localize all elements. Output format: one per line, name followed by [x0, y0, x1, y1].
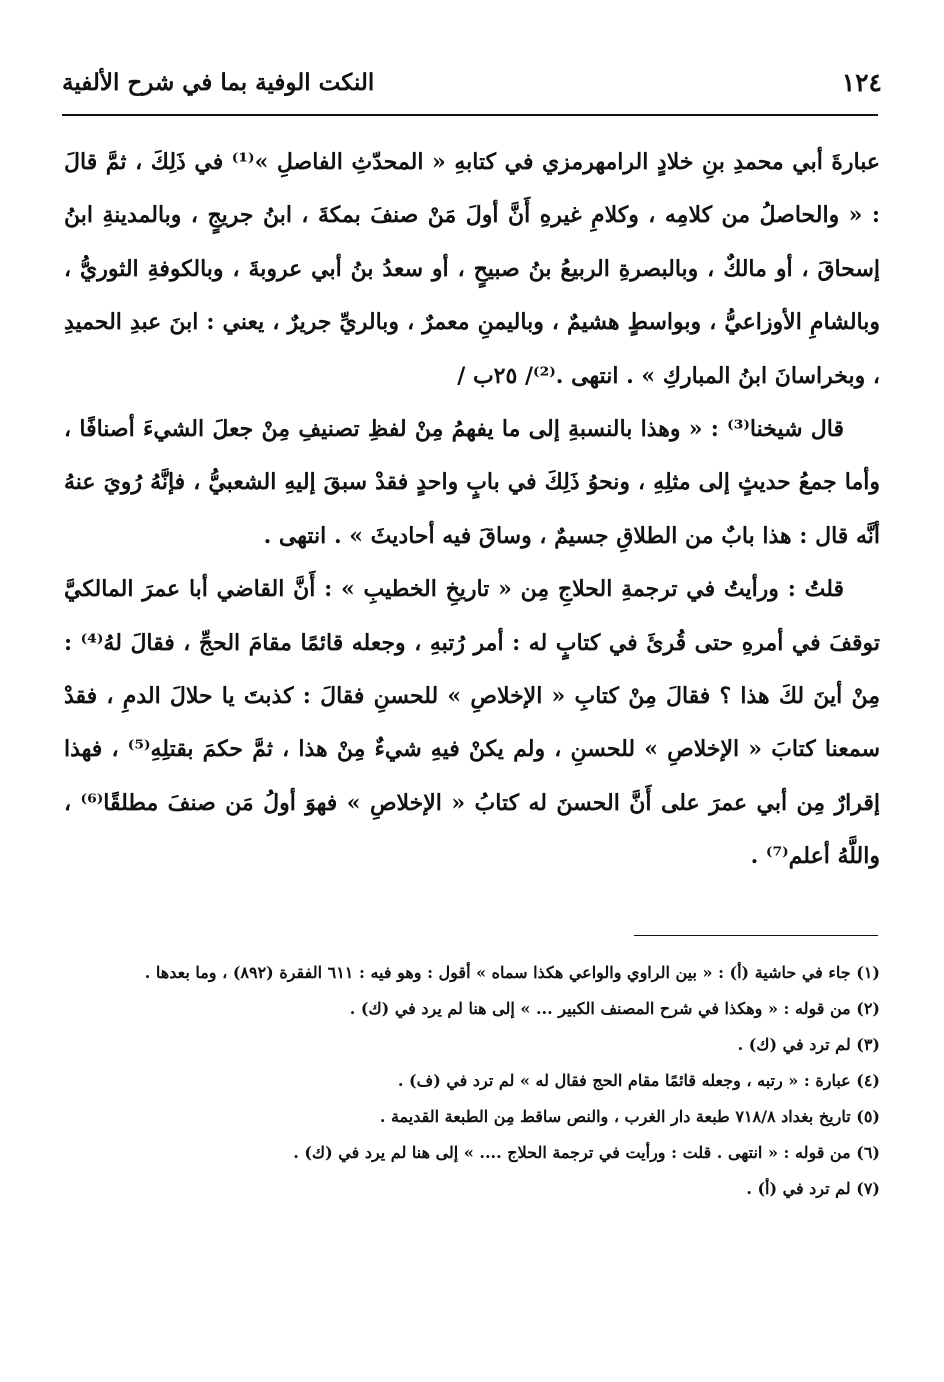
footnote: (٧) لم ترد في (أ) . — [746, 1179, 880, 1198]
paragraph: قال شيخنا⁽³⁾ : « وهذا بالنسبةِ إلى ما يفهمُ مِنْ لفظِ تصنيفِ مِنْ جعلَ الشيءَ أصنافًا ، وأما جمعُ حديثٍ إلى مثلِهِ ، ونحوُ ذَلِكَ في بابٍ واحدٍ فقدْ سبقَ إليهِ الشعبيُّ ، فإنَّهُ رُويَ عنهُ أنَّه قال : هذا بابٌ من الطلاقِ جسيمٌ ، وساقَ فيه أحاديثَ » . انتهى . — [64, 416, 880, 549]
main-text — [64, 136, 880, 884]
footnote: (٢) من قوله : « وهكذا في شرح المصنف الكبير ... » إلى هنا لم يرد في (ك) . — [349, 999, 880, 1018]
page-header — [62, 58, 882, 106]
footnote-divider — [634, 935, 878, 936]
header-divider — [62, 114, 878, 116]
footnote: (١) جاء في حاشية (أ) : « بين الراوي والواعي هكذا سماه » أقول : وهو فيه : ٦١١ الفقرة (٨٩٢) ، وما بعدها . — [144, 963, 880, 982]
footnote: (٤) عبارة : « رتبه ، وجعله قائمًا مقام الحج فقال له » لم ترد في (ف) . — [397, 1071, 880, 1090]
footnote: (٥) تاريخ بغداد ٧١٨/٨ طبعة دار الغرب ، والنص ساقط مِن الطبعة القديمة . — [379, 1107, 880, 1126]
paragraph: عبارةَ أبي محمدِ بنِ خلادٍ الرامهرمزي في كتابهِ « المحدّثِ الفاصلِ »⁽¹⁾ في ذَلِكَ ، ثمَّ قالَ : « والحاصلُ من كلامِه ، وكلامِ غيرهِ أَنَّ أولَ مَنْ صنفَ بمكةَ ، ابنُ جريجٍ ، وبالمدينةِ ابنُ إسحاقَ ، أو مالكٌ ، وبالبصرةِ الربيعُ بنُ صبيحٍ ، أو سعدُ بنُ أبي عروبةَ ، وبالكوفةِ الثوريُّ ، وبالشامِ الأوزاعيُّ ، وبواسطٍ هشيمٌ ، وباليمنِ معمرٌ ، وبالريِّ جريرٌ ، يعني : ابنَ عبدِ الحميدِ ، وبخراسانَ ابنُ المباركِ » . انتهى .⁽²⁾/ ٢٥ب / — [64, 149, 881, 389]
running-title: النكت الوفية بما في شرح الألفية — [62, 68, 375, 96]
page-number: ١٢٤ — [841, 67, 882, 97]
footnotes — [64, 955, 880, 1207]
paragraph: قلتُ : ورأيتُ في ترجمةِ الحلاجِ مِن « تاريخِ الخطيبِ » : أَنَّ القاضي أبا عمرَ المالكيَّ توقفَ في أمرهِ حتى قُرئَ في كتابٍ له : أمر رُتبهِ ، وجعله قائمًا مقامَ الحجِّ ، فقالَ لهُ⁽⁴⁾ : مِنْ أينَ لكَ هذا ؟ فقالَ مِنْ كتابِ « الإخلاصِ » للحسنِ فقالَ : كذبتَ يا حلالَ الدمِ ، فقدْ سمعنا كتابَ « الإخلاصِ » للحسنِ ، ولم يكنْ فيهِ شيءٌ مِنْ هذا ، ثمَّ حكمَ بقتلِهِ⁽⁵⁾ ، فهذا إقرارٌ مِن أبي عمرَ على أَنَّ الحسنَ له كتابُ « الإخلاصِ » فهوَ أولُ مَن صنفَ مطلقًا⁽⁶⁾ ، واللَّهُ أعلم⁽⁷⁾ . — [64, 576, 881, 870]
footnote: (٦) من قوله : « انتهى . قلت : ورأيت في ترجمة الحلاج .... » إلى هنا لم يرد في (ك) . — [293, 1143, 880, 1162]
footnote: (٣) لم ترد في (ك) . — [737, 1035, 880, 1054]
